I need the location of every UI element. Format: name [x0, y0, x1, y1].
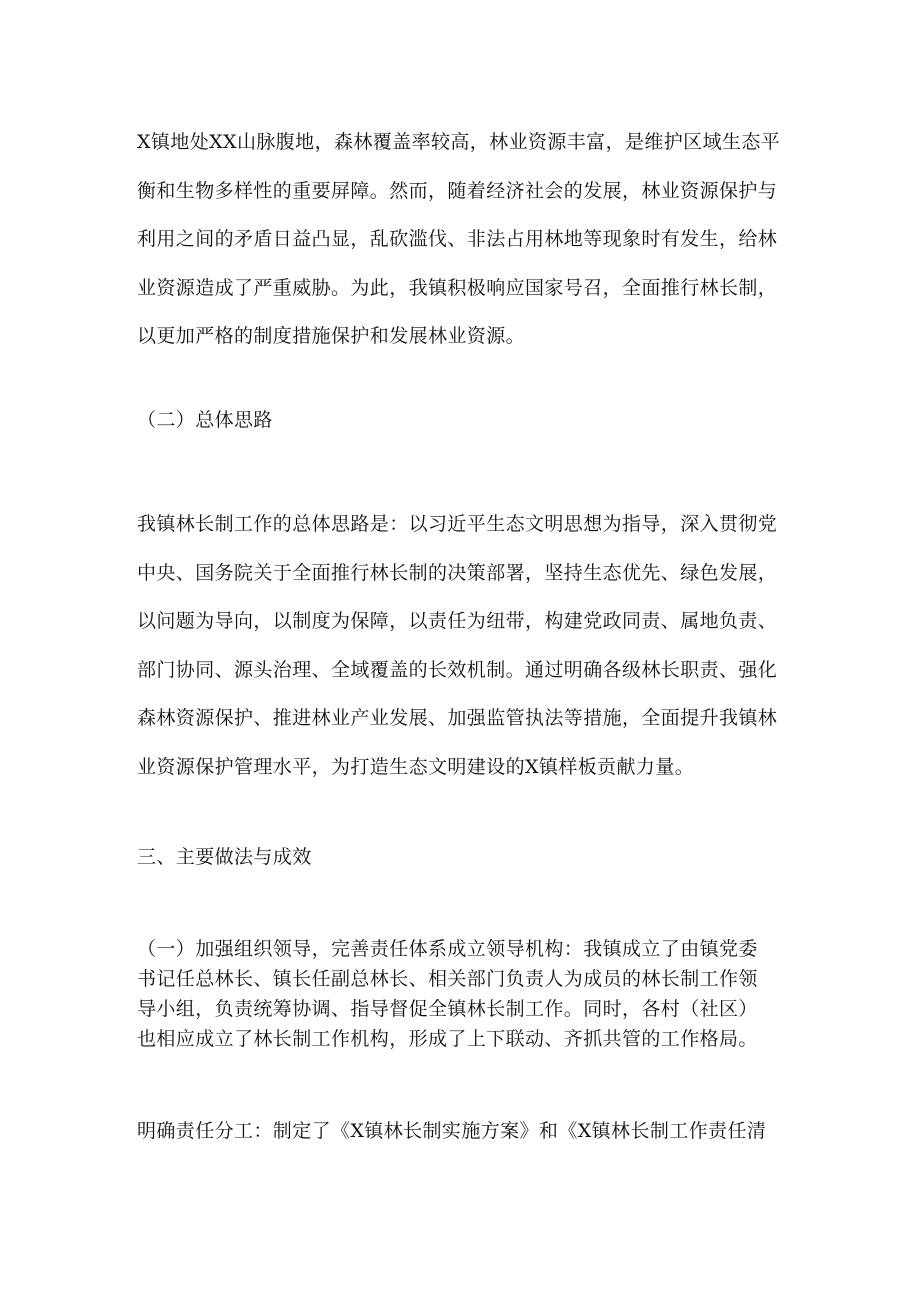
text-line: 以问题为导向，以制度为保障，以责任为纽带，构建党政同责、属地负责、: [137, 610, 778, 632]
paragraph-responsibility-division: [137, 1116, 787, 1146]
section-heading-overall-approach: [137, 405, 787, 435]
text-line: X镇地处XX山脉腹地，森林覆盖率较高，林业资源丰富，是维护区域生态平: [137, 131, 781, 153]
text-line: 也相应成立了林长制工作机构，形成了上下联动、齐抓共管的工作格局。: [137, 1028, 758, 1050]
text-line: 明确责任分工：制定了《X镇林长制实施方案》和《X镇林长制工作责任清: [137, 1120, 767, 1142]
heading-text: 三、主要做法与成效: [137, 846, 312, 868]
text-line: 以更加严格的制度措施保护和发展林业资源。: [137, 325, 526, 347]
section-heading-main-practices: [137, 842, 787, 872]
text-line: 中央、国务院关于全面推行林长制的决策部署，坚持生态优先、绿色发展，: [137, 561, 778, 584]
text-line: 衡和生物多样性的重要屏障。然而，随着经济社会的发展，林业资源保护与: [137, 179, 778, 202]
text-line: 业资源保护管理水平，为打造生态文明建设的X镇样板贡献力量。: [137, 755, 695, 778]
heading-text: （二）总体思路: [137, 409, 273, 431]
paragraph-organization-leadership: [137, 934, 787, 1054]
text-line: 导小组，负责统筹协调、指导督促全镇林长制工作。同时，各村（社区）: [137, 998, 758, 1020]
paragraph-overall-approach: [137, 500, 787, 791]
text-line: 森林资源保护、推进林业产业发展、加强监管执法等措施，全面提升我镇林: [137, 707, 778, 729]
text-line: 利用之间的矛盾日益凸显，乱砍滥伐、非法占用林地等现象时有发生，给林: [137, 228, 778, 250]
text-line: 书记任总林长、镇长任副总林长、相关部门负责人为成员的林长制工作领: [137, 968, 758, 990]
text-line: 业资源造成了严重威胁。为此，我镇积极响应国家号召，全面推行林长制，: [137, 276, 778, 299]
paragraph-background: [137, 118, 787, 361]
text-line: （一）加强组织领导，完善责任体系成立领导机构：我镇成立了由镇党委: [137, 938, 758, 960]
text-line: 部门协同、源头治理、全域覆盖的长效机制。通过明确各级林长职责、强化: [137, 658, 778, 681]
text-line: 我镇林长制工作的总体思路是：以习近平生态文明思想为指导，深入贯彻党: [137, 513, 778, 535]
